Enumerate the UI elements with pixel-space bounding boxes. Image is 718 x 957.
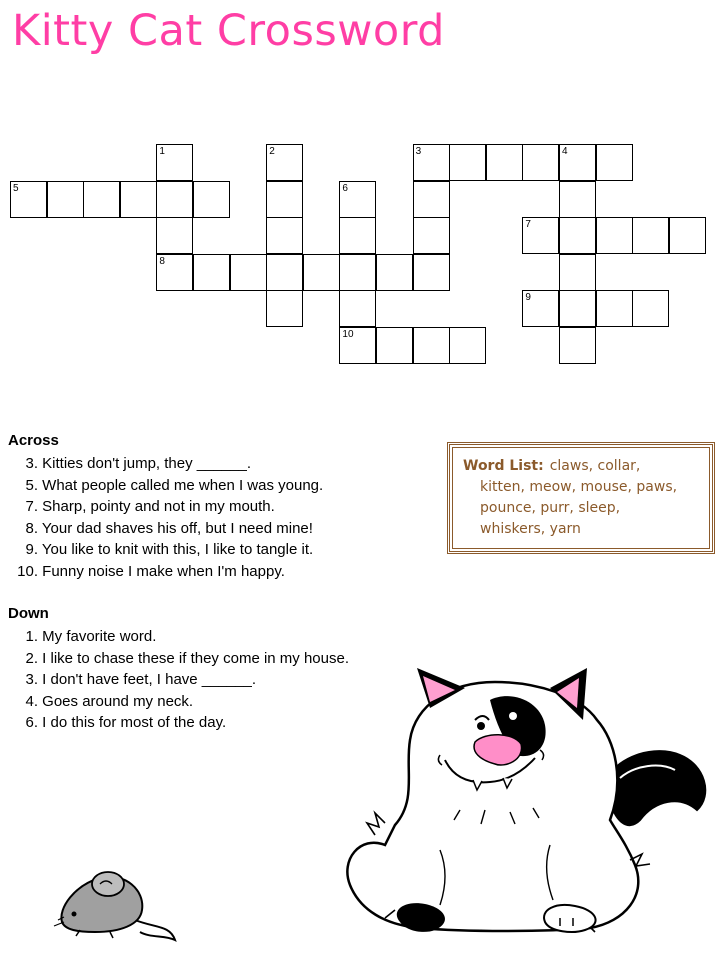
grid-cell[interactable] <box>339 181 376 218</box>
grid-cell[interactable] <box>156 217 193 254</box>
clue-item <box>8 496 323 518</box>
grid-cell[interactable] <box>413 254 450 291</box>
grid-cell[interactable] <box>596 217 633 254</box>
grid-cell[interactable] <box>522 290 559 327</box>
grid-cell[interactable] <box>413 144 450 181</box>
clue-number-label: 6 <box>342 182 348 194</box>
grid-cell[interactable] <box>120 181 157 218</box>
clue-item <box>8 561 323 583</box>
grid-cell[interactable] <box>632 290 669 327</box>
clue-item <box>8 539 323 561</box>
clue-number-label: 4 <box>562 146 568 157</box>
clue-item <box>8 518 323 540</box>
grid-cell[interactable] <box>486 144 523 181</box>
word-list-label: Word List: <box>463 458 544 474</box>
grid-cell[interactable] <box>266 254 303 291</box>
grid-cell[interactable] <box>339 290 376 327</box>
word-list-words: claws, collar, <box>549 458 641 474</box>
clue-item <box>8 669 349 691</box>
clue-text: I do this for most of the day. <box>42 714 227 732</box>
across-clues <box>8 432 323 583</box>
grid-cell[interactable] <box>559 144 596 181</box>
across-heading: Across <box>8 432 59 449</box>
grid-cell[interactable] <box>522 144 559 181</box>
clue-item <box>8 626 349 648</box>
grid-cell[interactable] <box>266 181 303 218</box>
clue-item <box>8 453 323 475</box>
clue-number: 10. <box>17 562 38 580</box>
grid-cell[interactable] <box>449 327 486 364</box>
grid-cell[interactable] <box>632 217 669 254</box>
clue-item <box>8 712 349 734</box>
clue-text: Kitties don't jump, they ______. <box>42 455 251 472</box>
clue-number-label: 10 <box>342 329 354 340</box>
cat-illustration <box>335 660 718 957</box>
grid-cell[interactable] <box>559 254 596 291</box>
grid-cell[interactable] <box>559 290 596 327</box>
clue-number: 3. <box>25 455 38 472</box>
word-list-line <box>463 456 700 477</box>
clue-text: Your dad shaves his off, but I need mine! <box>41 519 313 537</box>
clue-text: I like to chase these if they come in my house. <box>42 649 349 667</box>
grid-cell[interactable] <box>413 327 450 364</box>
grid-cell[interactable] <box>339 327 376 364</box>
clue-number-label: 1 <box>159 146 165 157</box>
clue-number: 8. <box>25 519 38 537</box>
clue-item <box>8 475 323 497</box>
clue-text: My favorite word. <box>42 628 157 645</box>
clue-text: Sharp, pointy and not in my mouth. <box>42 498 275 516</box>
clue-text: Funny noise I make when I'm happy. <box>42 562 285 580</box>
page-title: Kitty Cat Crossword <box>12 6 445 56</box>
grid-cell[interactable] <box>413 217 450 254</box>
clue-number: 3. <box>25 671 38 689</box>
grid-cell[interactable] <box>559 327 596 364</box>
grid-cell[interactable] <box>303 254 340 291</box>
grid-cell[interactable] <box>266 217 303 254</box>
grid-cell[interactable] <box>156 254 193 291</box>
clue-text: What people called me when I was young. <box>42 476 324 494</box>
clue-number-label: 8 <box>159 255 165 267</box>
grid-cell[interactable] <box>339 217 376 254</box>
crossword-grid <box>0 0 718 400</box>
clue-number: 1. <box>25 628 38 645</box>
clue-text: Goes around my neck. <box>42 692 194 710</box>
clue-text: I don't have feet, I have ______. <box>42 671 257 689</box>
grid-cell[interactable] <box>596 290 633 327</box>
clue-number-label: 7 <box>525 219 531 231</box>
down-heading: Down <box>8 605 49 622</box>
clue-item <box>8 648 349 670</box>
grid-cell[interactable] <box>156 181 193 218</box>
grid-cell[interactable] <box>230 254 267 291</box>
clue-number: 2. <box>25 649 38 667</box>
grid-cell[interactable] <box>376 327 413 364</box>
grid-cell[interactable] <box>266 144 303 181</box>
down-clues <box>8 605 349 734</box>
clue-item <box>8 691 349 713</box>
grid-cell[interactable] <box>376 254 413 291</box>
clue-text: You like to knit with this, I like to tangle it. <box>41 541 314 559</box>
clue-number-label: 9 <box>525 292 531 304</box>
grid-cell[interactable] <box>266 290 303 327</box>
clue-number-label: 3 <box>415 146 422 157</box>
word-list-words: whiskers, yarn <box>480 521 581 537</box>
grid-cell[interactable] <box>339 254 376 291</box>
grid-cell[interactable] <box>596 144 633 181</box>
clue-number-label: 5 <box>13 182 19 194</box>
grid-cell[interactable] <box>559 181 596 218</box>
word-list-box <box>447 442 715 554</box>
grid-cell[interactable] <box>522 217 559 254</box>
clue-number: 9. <box>25 541 38 559</box>
clue-number: 4. <box>25 692 38 710</box>
grid-cell[interactable] <box>669 217 706 254</box>
grid-cell[interactable] <box>193 181 230 218</box>
word-list-words: pounce, purr, sleep, <box>480 500 621 516</box>
clue-number: 5. <box>25 476 38 494</box>
grid-cell[interactable] <box>193 254 230 291</box>
grid-cell[interactable] <box>449 144 486 181</box>
grid-cell[interactable] <box>156 144 193 181</box>
clue-number: 6. <box>25 714 38 732</box>
grid-cell[interactable] <box>10 181 47 218</box>
mouse-illustration <box>50 850 180 950</box>
grid-cell[interactable] <box>47 181 84 218</box>
word-list-words: kitten, meow, mouse, paws, <box>480 479 678 495</box>
grid-cell[interactable] <box>413 181 450 218</box>
grid-cell[interactable] <box>83 181 120 218</box>
grid-cell[interactable] <box>559 217 596 254</box>
clue-number-label: 2 <box>269 146 275 157</box>
clue-number: 7. <box>25 498 38 516</box>
